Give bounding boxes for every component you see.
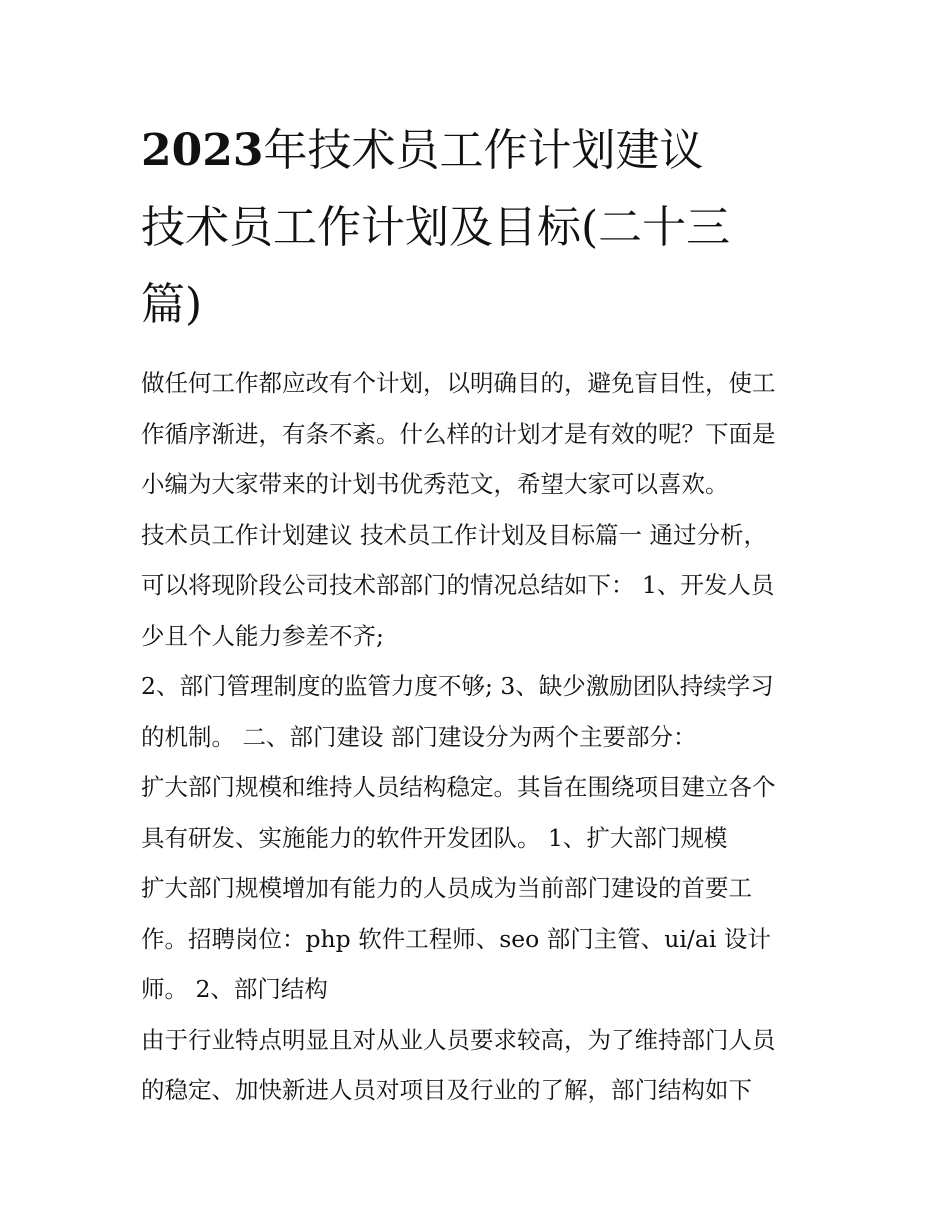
body-line: 的机制。 二、部门建设 部门建设分为两个主要部分： xyxy=(141,722,697,751)
document-body xyxy=(141,358,831,1116)
title-line-2: 技术员工作计划及目标(二十三 xyxy=(141,202,731,253)
body-line: 作循序渐进，有条不紊。什么样的计划才是有效的呢？下面是 xyxy=(141,419,776,448)
title-line-1 xyxy=(141,112,831,189)
document-title xyxy=(141,112,831,343)
body-line: 具有研发、实施能力的软件开发团队。 1、扩大部门规模 xyxy=(141,823,728,852)
body-line: 扩大部门规模和维持人员结构稳定。其旨在围绕项目建立各个 xyxy=(141,773,776,801)
title-line-1-text: 年技术员工作计划建议 xyxy=(263,125,704,176)
body-line: 由于行业特点明显且对从业人员要求较高，为了维持部门人员 xyxy=(141,1025,776,1054)
body-line: 技术员工作计划建议 技术员工作计划及目标篇一 通过分析， xyxy=(141,520,767,549)
body-line: 作。招聘岗位：php 软件工程师、seo 部门主管、ui/ai 设计 xyxy=(141,924,771,953)
body-line: 做任何工作都应改有个计划，以明确目的，避免盲目性，使工 xyxy=(141,369,776,397)
body-line: 少且个人能力参差不齐; xyxy=(141,621,384,650)
body-line: 的稳定、加快新进人员对项目及行业的了解，部门结构如下 xyxy=(141,1076,752,1104)
body-line: 2、部门管理制度的监管力度不够; 3、缺少激励团队持续学习 xyxy=(141,672,774,700)
body-line: 可以将现阶段公司技术部部门的情况总结如下： 1、开发人员 xyxy=(141,571,775,599)
body-line: 师。 2、部门结构 xyxy=(141,975,328,1003)
title-line-3: 篇) xyxy=(141,279,203,330)
body-line: 扩大部门规模增加有能力的人员成为当前部门建设的首要工 xyxy=(141,874,752,902)
body-line: 小编为大家带来的计划书优秀范文，希望大家可以喜欢。 xyxy=(141,470,729,498)
title-year: 2023 xyxy=(141,125,264,176)
